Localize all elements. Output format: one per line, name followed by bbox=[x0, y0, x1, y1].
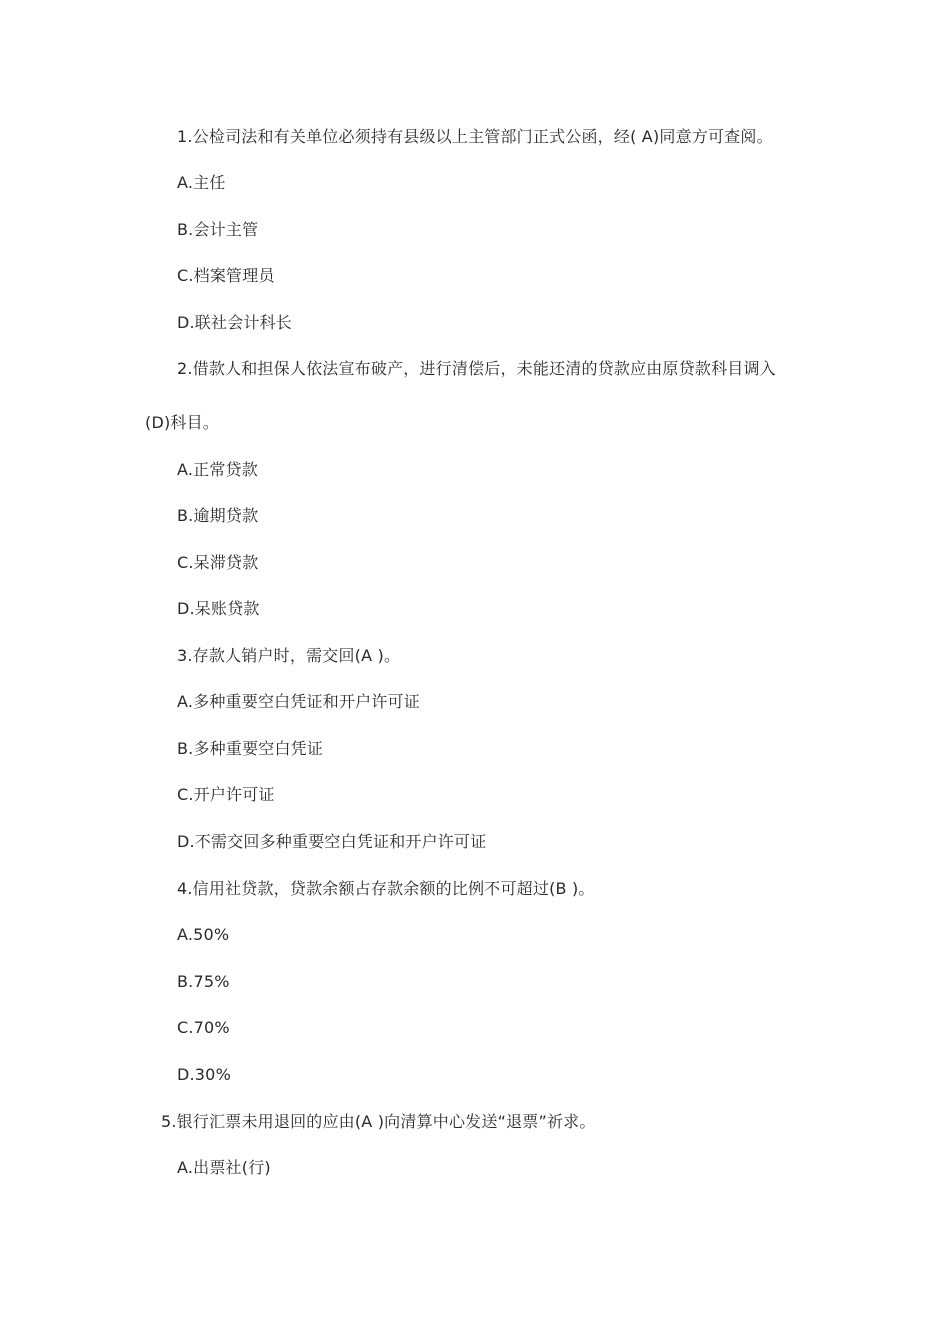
question-1-option-d: D.联社会计科长 bbox=[177, 313, 293, 332]
question-1-option-c: C.档案管理员 bbox=[177, 266, 275, 285]
question-3-stem: 3.存款人销户时，需交回(A )。 bbox=[177, 646, 401, 665]
question-4-option-a: A.50% bbox=[177, 925, 230, 944]
question-1-option-b: B.会计主管 bbox=[177, 220, 259, 239]
question-4-option-c: C.70% bbox=[177, 1018, 230, 1037]
question-3-option-a: A.多种重要空白凭证和开户许可证 bbox=[177, 692, 420, 711]
question-2-stem-continued: (D)科目。 bbox=[145, 413, 220, 432]
question-2-stem: 2.借款人和担保人依法宣布破产，进行清偿后，未能还清的贷款应由原贷款科目调入 bbox=[177, 359, 776, 378]
question-3-option-d: D.不需交回多种重要空白凭证和开户许可证 bbox=[177, 832, 487, 851]
question-4-option-b: B.75% bbox=[177, 972, 230, 991]
question-1-option-a: A.主任 bbox=[177, 173, 226, 192]
question-2-option-a: A.正常贷款 bbox=[177, 460, 258, 479]
question-2-option-b: B.逾期贷款 bbox=[177, 506, 259, 525]
question-4-stem: 4.信用社贷款，贷款余额占存款余额的比例不可超过(B )。 bbox=[177, 879, 595, 898]
question-4-option-d: D.30% bbox=[177, 1065, 231, 1084]
question-3-option-c: C.开户许可证 bbox=[177, 785, 275, 804]
question-3-option-b: B.多种重要空白凭证 bbox=[177, 739, 324, 758]
question-2-option-c: C.呆滞贷款 bbox=[177, 553, 259, 572]
question-2-option-d: D.呆账贷款 bbox=[177, 599, 260, 618]
question-1-stem: 1.公检司法和有关单位必须持有县级以上主管部门正式公函，经( A)同意方可查阅。 bbox=[177, 127, 773, 146]
question-5-option-a: A.出票社(行) bbox=[177, 1158, 271, 1177]
question-5-stem: 5.银行汇票未用退回的应由(A )向清算中心发送“退票”祈求。 bbox=[161, 1112, 596, 1131]
